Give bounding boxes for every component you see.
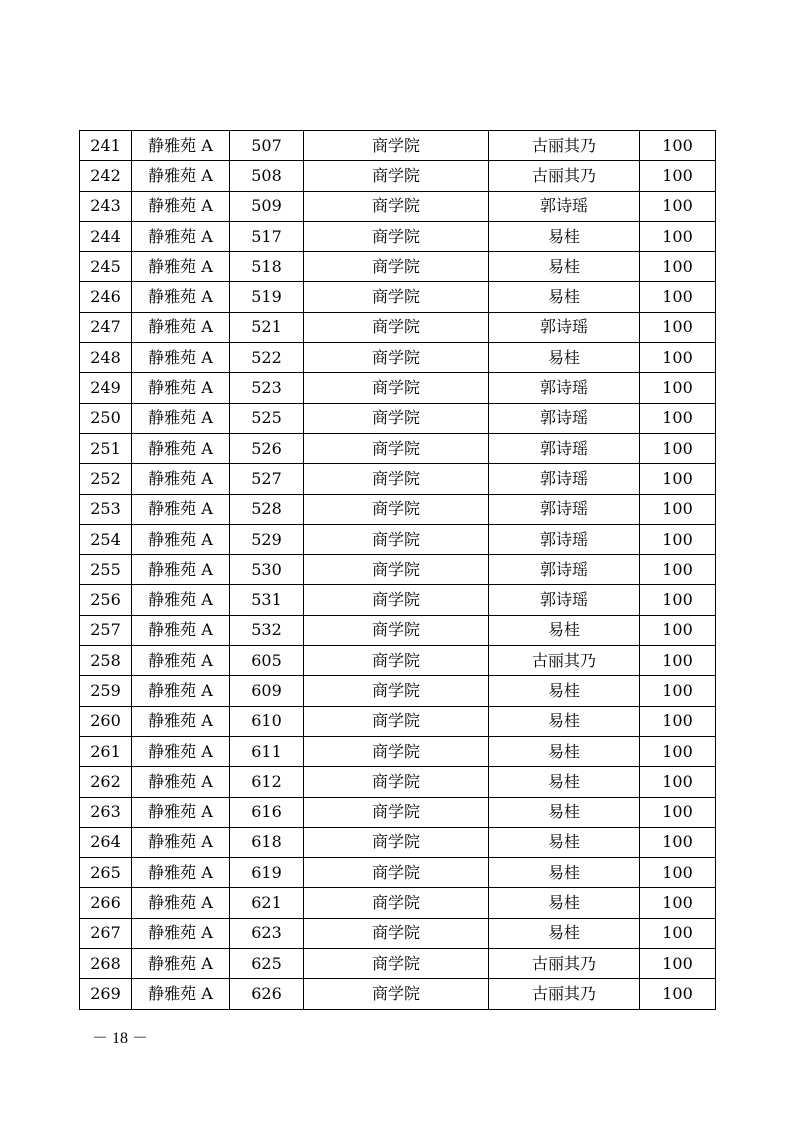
building-cell: 静雅苑 A bbox=[132, 221, 230, 251]
person-cell: 郭诗瑶 bbox=[489, 585, 640, 615]
score-cell: 100 bbox=[640, 282, 716, 312]
score-cell: 100 bbox=[640, 312, 716, 342]
person-cell: 古丽其乃 bbox=[489, 646, 640, 676]
college-cell: 商学院 bbox=[304, 403, 489, 433]
college-cell: 商学院 bbox=[304, 615, 489, 645]
college-cell: 商学院 bbox=[304, 252, 489, 282]
score-cell: 100 bbox=[640, 131, 716, 161]
room-cell: 531 bbox=[230, 585, 304, 615]
table-row bbox=[80, 585, 716, 615]
row-index-cell: 254 bbox=[80, 524, 132, 554]
score-cell: 100 bbox=[640, 524, 716, 554]
person-cell: 易桂 bbox=[489, 797, 640, 827]
score-cell: 100 bbox=[640, 191, 716, 221]
building-cell: 静雅苑 A bbox=[132, 161, 230, 191]
college-cell: 商学院 bbox=[304, 555, 489, 585]
college-cell: 商学院 bbox=[304, 888, 489, 918]
building-cell: 静雅苑 A bbox=[132, 403, 230, 433]
person-cell: 郭诗瑶 bbox=[489, 555, 640, 585]
score-cell: 100 bbox=[640, 343, 716, 373]
college-cell: 商学院 bbox=[304, 858, 489, 888]
row-index-cell: 255 bbox=[80, 555, 132, 585]
college-cell: 商学院 bbox=[304, 827, 489, 857]
row-index-cell: 265 bbox=[80, 858, 132, 888]
building-cell: 静雅苑 A bbox=[132, 615, 230, 645]
score-cell: 100 bbox=[640, 676, 716, 706]
room-cell: 523 bbox=[230, 373, 304, 403]
college-cell: 商学院 bbox=[304, 373, 489, 403]
table-row bbox=[80, 403, 716, 433]
score-cell: 100 bbox=[640, 252, 716, 282]
room-cell: 610 bbox=[230, 706, 304, 736]
score-cell: 100 bbox=[640, 555, 716, 585]
table-row bbox=[80, 433, 716, 463]
row-index-cell: 269 bbox=[80, 979, 132, 1009]
person-cell: 郭诗瑶 bbox=[489, 191, 640, 221]
college-cell: 商学院 bbox=[304, 343, 489, 373]
room-cell: 623 bbox=[230, 918, 304, 948]
building-cell: 静雅苑 A bbox=[132, 706, 230, 736]
person-cell: 郭诗瑶 bbox=[489, 403, 640, 433]
person-cell: 郭诗瑶 bbox=[489, 312, 640, 342]
building-cell: 静雅苑 A bbox=[132, 494, 230, 524]
college-cell: 商学院 bbox=[304, 221, 489, 251]
building-cell: 静雅苑 A bbox=[132, 343, 230, 373]
building-cell: 静雅苑 A bbox=[132, 433, 230, 463]
person-cell: 郭诗瑶 bbox=[489, 524, 640, 554]
row-index-cell: 268 bbox=[80, 949, 132, 979]
person-cell: 易桂 bbox=[489, 888, 640, 918]
row-index-cell: 242 bbox=[80, 161, 132, 191]
building-cell: 静雅苑 A bbox=[132, 191, 230, 221]
row-index-cell: 266 bbox=[80, 888, 132, 918]
room-cell: 517 bbox=[230, 221, 304, 251]
table-row bbox=[80, 312, 716, 342]
table-row bbox=[80, 949, 716, 979]
table-row bbox=[80, 736, 716, 766]
table-row bbox=[80, 191, 716, 221]
score-cell: 100 bbox=[640, 767, 716, 797]
college-cell: 商学院 bbox=[304, 312, 489, 342]
person-cell: 郭诗瑶 bbox=[489, 433, 640, 463]
person-cell: 易桂 bbox=[489, 343, 640, 373]
building-cell: 静雅苑 A bbox=[132, 888, 230, 918]
room-cell: 532 bbox=[230, 615, 304, 645]
building-cell: 静雅苑 A bbox=[132, 646, 230, 676]
building-cell: 静雅苑 A bbox=[132, 555, 230, 585]
table-row bbox=[80, 282, 716, 312]
college-cell: 商学院 bbox=[304, 494, 489, 524]
person-cell: 易桂 bbox=[489, 676, 640, 706]
table-row bbox=[80, 676, 716, 706]
room-cell: 522 bbox=[230, 343, 304, 373]
college-cell: 商学院 bbox=[304, 706, 489, 736]
row-index-cell: 267 bbox=[80, 918, 132, 948]
score-cell: 100 bbox=[640, 827, 716, 857]
building-cell: 静雅苑 A bbox=[132, 918, 230, 948]
building-cell: 静雅苑 A bbox=[132, 979, 230, 1009]
score-cell: 100 bbox=[640, 433, 716, 463]
room-cell: 529 bbox=[230, 524, 304, 554]
score-cell: 100 bbox=[640, 949, 716, 979]
score-cell: 100 bbox=[640, 403, 716, 433]
building-cell: 静雅苑 A bbox=[132, 585, 230, 615]
table-row bbox=[80, 858, 716, 888]
person-cell: 易桂 bbox=[489, 615, 640, 645]
building-cell: 静雅苑 A bbox=[132, 282, 230, 312]
room-cell: 526 bbox=[230, 433, 304, 463]
score-cell: 100 bbox=[640, 161, 716, 191]
row-index-cell: 249 bbox=[80, 373, 132, 403]
room-cell: 521 bbox=[230, 312, 304, 342]
college-cell: 商学院 bbox=[304, 282, 489, 312]
person-cell: 易桂 bbox=[489, 858, 640, 888]
table-row bbox=[80, 918, 716, 948]
college-cell: 商学院 bbox=[304, 131, 489, 161]
table-row bbox=[80, 888, 716, 918]
row-index-cell: 263 bbox=[80, 797, 132, 827]
row-index-cell: 246 bbox=[80, 282, 132, 312]
person-cell: 郭诗瑶 bbox=[489, 494, 640, 524]
room-cell: 609 bbox=[230, 676, 304, 706]
person-cell: 古丽其乃 bbox=[489, 161, 640, 191]
row-index-cell: 257 bbox=[80, 615, 132, 645]
building-cell: 静雅苑 A bbox=[132, 464, 230, 494]
row-index-cell: 245 bbox=[80, 252, 132, 282]
table-row bbox=[80, 646, 716, 676]
row-index-cell: 252 bbox=[80, 464, 132, 494]
person-cell: 郭诗瑶 bbox=[489, 464, 640, 494]
building-cell: 静雅苑 A bbox=[132, 736, 230, 766]
table-row bbox=[80, 252, 716, 282]
row-index-cell: 253 bbox=[80, 494, 132, 524]
room-cell: 525 bbox=[230, 403, 304, 433]
row-index-cell: 259 bbox=[80, 676, 132, 706]
table-row bbox=[80, 494, 716, 524]
room-cell: 530 bbox=[230, 555, 304, 585]
college-cell: 商学院 bbox=[304, 191, 489, 221]
person-cell: 易桂 bbox=[489, 918, 640, 948]
person-cell: 易桂 bbox=[489, 736, 640, 766]
room-cell: 527 bbox=[230, 464, 304, 494]
college-cell: 商学院 bbox=[304, 161, 489, 191]
college-cell: 商学院 bbox=[304, 767, 489, 797]
room-cell: 508 bbox=[230, 161, 304, 191]
room-cell: 605 bbox=[230, 646, 304, 676]
college-cell: 商学院 bbox=[304, 464, 489, 494]
person-cell: 易桂 bbox=[489, 706, 640, 736]
person-cell: 郭诗瑶 bbox=[489, 373, 640, 403]
row-index-cell: 258 bbox=[80, 646, 132, 676]
college-cell: 商学院 bbox=[304, 736, 489, 766]
building-cell: 静雅苑 A bbox=[132, 858, 230, 888]
score-cell: 100 bbox=[640, 615, 716, 645]
table-row bbox=[80, 767, 716, 797]
score-cell: 100 bbox=[640, 373, 716, 403]
table-row bbox=[80, 131, 716, 161]
table-row bbox=[80, 221, 716, 251]
score-cell: 100 bbox=[640, 706, 716, 736]
person-cell: 古丽其乃 bbox=[489, 131, 640, 161]
score-cell: 100 bbox=[640, 797, 716, 827]
person-cell: 古丽其乃 bbox=[489, 949, 640, 979]
college-cell: 商学院 bbox=[304, 585, 489, 615]
person-cell: 易桂 bbox=[489, 827, 640, 857]
college-cell: 商学院 bbox=[304, 676, 489, 706]
college-cell: 商学院 bbox=[304, 949, 489, 979]
building-cell: 静雅苑 A bbox=[132, 767, 230, 797]
score-cell: 100 bbox=[640, 858, 716, 888]
table-row bbox=[80, 797, 716, 827]
building-cell: 静雅苑 A bbox=[132, 373, 230, 403]
score-cell: 100 bbox=[640, 494, 716, 524]
college-cell: 商学院 bbox=[304, 646, 489, 676]
building-cell: 静雅苑 A bbox=[132, 676, 230, 706]
data-table bbox=[79, 130, 716, 1010]
building-cell: 静雅苑 A bbox=[132, 797, 230, 827]
room-cell: 612 bbox=[230, 767, 304, 797]
score-cell: 100 bbox=[640, 585, 716, 615]
score-cell: 100 bbox=[640, 736, 716, 766]
table-body bbox=[80, 131, 716, 1010]
row-index-cell: 243 bbox=[80, 191, 132, 221]
table-row bbox=[80, 343, 716, 373]
row-index-cell: 256 bbox=[80, 585, 132, 615]
building-cell: 静雅苑 A bbox=[132, 949, 230, 979]
room-cell: 625 bbox=[230, 949, 304, 979]
row-index-cell: 264 bbox=[80, 827, 132, 857]
building-cell: 静雅苑 A bbox=[132, 827, 230, 857]
room-cell: 616 bbox=[230, 797, 304, 827]
score-cell: 100 bbox=[640, 221, 716, 251]
row-index-cell: 262 bbox=[80, 767, 132, 797]
college-cell: 商学院 bbox=[304, 524, 489, 554]
building-cell: 静雅苑 A bbox=[132, 131, 230, 161]
score-cell: 100 bbox=[640, 888, 716, 918]
room-cell: 519 bbox=[230, 282, 304, 312]
table-row bbox=[80, 555, 716, 585]
room-cell: 509 bbox=[230, 191, 304, 221]
table-row bbox=[80, 373, 716, 403]
person-cell: 古丽其乃 bbox=[489, 979, 640, 1009]
room-cell: 611 bbox=[230, 736, 304, 766]
score-cell: 100 bbox=[640, 646, 716, 676]
table-row bbox=[80, 706, 716, 736]
row-index-cell: 250 bbox=[80, 403, 132, 433]
building-cell: 静雅苑 A bbox=[132, 252, 230, 282]
college-cell: 商学院 bbox=[304, 918, 489, 948]
building-cell: 静雅苑 A bbox=[132, 312, 230, 342]
person-cell: 易桂 bbox=[489, 282, 640, 312]
row-index-cell: 260 bbox=[80, 706, 132, 736]
table-row bbox=[80, 827, 716, 857]
college-cell: 商学院 bbox=[304, 797, 489, 827]
table-row bbox=[80, 615, 716, 645]
row-index-cell: 241 bbox=[80, 131, 132, 161]
score-cell: 100 bbox=[640, 979, 716, 1009]
room-cell: 528 bbox=[230, 494, 304, 524]
page-number: － 18 － bbox=[92, 1030, 149, 1047]
person-cell: 易桂 bbox=[489, 221, 640, 251]
table-row bbox=[80, 464, 716, 494]
room-cell: 518 bbox=[230, 252, 304, 282]
person-cell: 易桂 bbox=[489, 252, 640, 282]
college-cell: 商学院 bbox=[304, 979, 489, 1009]
score-cell: 100 bbox=[640, 918, 716, 948]
row-index-cell: 244 bbox=[80, 221, 132, 251]
building-cell: 静雅苑 A bbox=[132, 524, 230, 554]
row-index-cell: 248 bbox=[80, 343, 132, 373]
table-row bbox=[80, 161, 716, 191]
row-index-cell: 251 bbox=[80, 433, 132, 463]
room-cell: 621 bbox=[230, 888, 304, 918]
college-cell: 商学院 bbox=[304, 433, 489, 463]
room-cell: 626 bbox=[230, 979, 304, 1009]
score-cell: 100 bbox=[640, 464, 716, 494]
room-cell: 507 bbox=[230, 131, 304, 161]
table-row bbox=[80, 979, 716, 1009]
room-cell: 619 bbox=[230, 858, 304, 888]
room-cell: 618 bbox=[230, 827, 304, 857]
table-row bbox=[80, 524, 716, 554]
person-cell: 易桂 bbox=[489, 767, 640, 797]
row-index-cell: 247 bbox=[80, 312, 132, 342]
row-index-cell: 261 bbox=[80, 736, 132, 766]
